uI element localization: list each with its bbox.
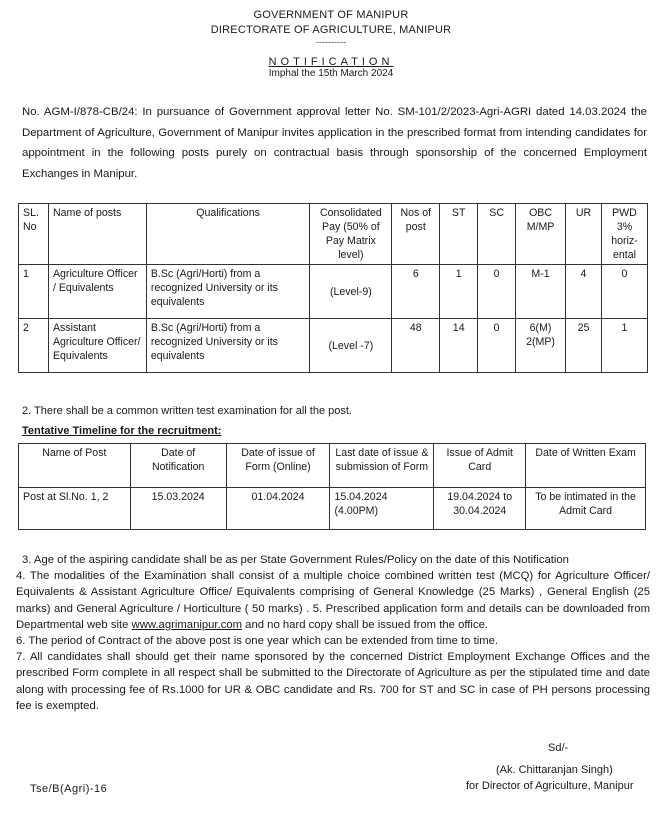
cell-name: Agriculture Officer / Equivalents: [48, 265, 146, 319]
signature-sd: Sd/-: [548, 742, 569, 754]
posts-table-header: [19, 204, 648, 265]
col-issue: Date of issue of Form (Online): [226, 444, 330, 488]
col-last-date: Last date of issue & submission of Form: [330, 444, 434, 488]
cell-pay: (Level-9): [310, 265, 392, 319]
cell-sl: 1: [19, 265, 49, 319]
cell-nos: 6: [392, 265, 440, 319]
cell-sl: 2: [19, 319, 49, 373]
cell-sc: 0: [478, 265, 516, 319]
col-nos: Nos of post: [392, 204, 440, 265]
paragraph-6: 6. The period of Contract of the above post is one year which can be extended from time to time.: [16, 635, 499, 648]
paragraph-4-text-b: and no hard copy shall be issued from the office.: [242, 618, 489, 631]
col-sc: SC: [478, 204, 516, 265]
timeline-table-header: [19, 444, 646, 488]
cell-issue: 01.04.2024: [226, 488, 330, 530]
timeline-heading: Tentative Timeline for the recruitment:: [22, 425, 222, 437]
col-pwd: PWD 3% horiz-ental: [601, 204, 647, 265]
cell-obc: M-1: [516, 265, 566, 319]
cell-ur: 25: [566, 319, 602, 373]
col-ur: UR: [566, 204, 602, 265]
col-post: Name of Post: [19, 444, 131, 488]
cell-qualification: B.Sc (Agri/Horti) from a recognized University or its equivalents: [146, 319, 310, 373]
cell-name: Assistant Agriculture Officer/ Equivalents: [48, 319, 146, 373]
cell-ur: 4: [566, 265, 602, 319]
intro-paragraph: No. AGM-I/878-CB/24: In pursuance of Government approval letter No. SM-101/2/2023-Agri-AGRI dated 14.03.2024 the Department of Agriculture, Government of Manipur invites application in the prescribed format from intending candidates for appointment in the following posts purely on contractual basis through sponsorship of the concerned Employment Exchanges in Manipur.: [22, 106, 647, 180]
website-link[interactable]: www.agrimanipur.com: [131, 618, 243, 631]
col-pay: Consolidated Pay (50% of Pay Matrix level): [310, 204, 392, 265]
table-row: [19, 488, 646, 530]
paragraph-4: [16, 568, 650, 633]
signatory-name: (Ak. Chittaranjan Singh): [496, 764, 613, 776]
cell-pay: (Level -7): [310, 319, 392, 373]
table-row: [19, 319, 648, 373]
notification-title: NOTIFICATION: [268, 56, 394, 68]
paragraph-7: 7. All candidates shall should get their name sponsored by the concerned District Employment Exchange Offices and the prescribed Form complete in all respect shall be submitted to the Directorate of Agriculture as per the stipulated time and date along with processing fee of Rs.1000 for UR & OBC candidate and Rs. 700 for ST and SC in case of PH persons processing fee is exempted.: [16, 651, 650, 712]
header-directorate: DIRECTORATE OF AGRICULTURE, MANIPUR: [210, 24, 452, 36]
signatory-designation: for Director of Agriculture, Manipur: [466, 780, 634, 792]
col-notification: Date of Notification: [130, 444, 226, 488]
col-admit-card: Issue of Admit Card: [434, 444, 526, 488]
notification-date: Imphal the 15th March 2024: [268, 68, 394, 79]
cell-written-exam: To be intimated in the Admit Card: [526, 488, 646, 530]
cell-pwd: 1: [601, 319, 647, 373]
paragraph-4-text-a: 4. The modalities of the Examination shall consist of a multiple choice combined written test (MCQ) for Agriculture Officer/ Equivalents & Assistant Agriculture Office/ Equivalents comprising of General Knowledge (25 Marks) , General English (25 marks) and General Agriculture / Horticulture ( 50 marks) . 5. Prescribed application form and details can be downloaded from Departmental web site: [16, 570, 650, 631]
table-row: [19, 265, 648, 319]
cell-st: 14: [440, 319, 478, 373]
col-st: ST: [440, 204, 478, 265]
body-paragraphs: [16, 552, 650, 714]
cell-last-date: 15.04.2024 (4.00PM): [330, 488, 434, 530]
posts-table: [18, 203, 648, 373]
col-obc: OBC M/MP: [516, 204, 566, 265]
cell-obc: 6(M) 2(MP): [516, 319, 566, 373]
paragraph-2: 2. There shall be a common written test examination for all the post.: [22, 405, 352, 417]
col-sl: SL. No: [19, 204, 49, 265]
cell-st: 1: [440, 265, 478, 319]
cell-nos: 48: [392, 319, 440, 373]
cell-sc: 0: [478, 319, 516, 373]
header-government: GOVERNMENT OF MANIPUR: [253, 9, 409, 21]
cell-notification: 15.03.2024: [130, 488, 226, 530]
cell-qualification: B.Sc (Agri/Horti) from a recognized University or its equivalents: [146, 265, 310, 319]
timeline-table: [18, 443, 646, 530]
cell-admit-card: 19.04.2024 to 30.04.2024: [434, 488, 526, 530]
col-name: Name of posts: [48, 204, 146, 265]
col-qualifications: Qualifications: [146, 204, 310, 265]
cell-pwd: 0: [601, 265, 647, 319]
cell-post: Post at Sl.No. 1, 2: [19, 488, 131, 530]
paragraph-3: 3. Age of the aspiring candidate shall be as per State Government Rules/Policy on the date of this Notification: [22, 554, 569, 566]
col-written-exam: Date of Written Exam: [526, 444, 646, 488]
reference-number: Tse/B(Agri)-16: [30, 783, 108, 795]
header-separator: ----------: [316, 37, 346, 47]
